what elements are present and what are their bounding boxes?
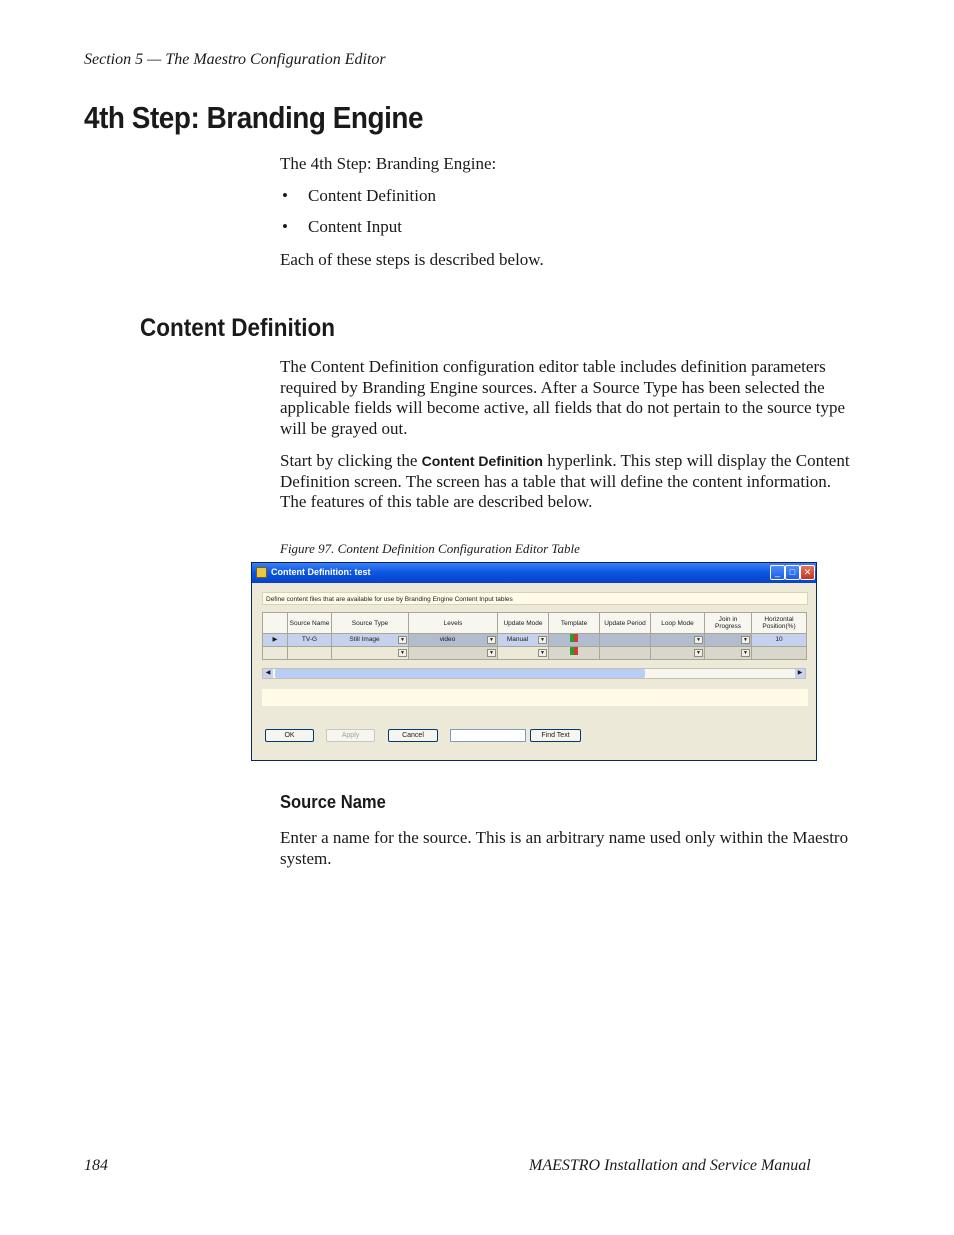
template-cell[interactable] [549, 634, 600, 647]
update-period-cell[interactable] [600, 647, 651, 660]
content-definition-table [262, 612, 807, 660]
list-item [280, 217, 436, 248]
horizontal-scrollbar[interactable] [262, 668, 806, 679]
column-header[interactable]: Horizontal Position(%) [752, 613, 807, 634]
column-header[interactable]: Template [549, 613, 600, 634]
row-header[interactable] [263, 647, 288, 660]
find-text-input[interactable] [450, 729, 526, 742]
dropdown-arrow-icon[interactable]: ▼ [694, 649, 703, 657]
column-header[interactable]: Update Mode [498, 613, 549, 634]
cancel-button[interactable]: Cancel [388, 729, 438, 742]
minimize-icon[interactable]: _ [770, 565, 785, 580]
levels-cell[interactable] [409, 647, 498, 660]
table-description: Define content files that are available for use by Branding Engine Content Input tables [262, 592, 808, 605]
column-header[interactable]: Loop Mode [651, 613, 705, 634]
levels-cell[interactable] [409, 634, 498, 647]
template-cell[interactable] [549, 647, 600, 660]
loop-mode-cell[interactable] [651, 647, 705, 660]
window-titlebar[interactable] [252, 563, 816, 583]
column-header[interactable]: Source Type [332, 613, 409, 634]
source-name-cell[interactable]: TV-G [288, 634, 332, 647]
subsection-paragraph: Enter a name for the source. This is an arbitrary name used only within the Maestro system. [280, 828, 849, 868]
dropdown-arrow-icon[interactable]: ▼ [398, 649, 407, 657]
close-icon[interactable]: ✕ [800, 565, 815, 580]
scroll-thumb[interactable] [275, 669, 645, 678]
bullet-list [280, 186, 436, 248]
dropdown-arrow-icon[interactable]: ▼ [538, 636, 547, 644]
subsection-title: Source Name [280, 792, 386, 812]
table-header-row [263, 613, 807, 634]
source-name-cell[interactable] [288, 647, 332, 660]
dropdown-arrow-icon[interactable]: ▼ [487, 649, 496, 657]
dropdown-arrow-icon[interactable]: ▼ [538, 649, 547, 657]
dropdown-arrow-icon[interactable]: ▼ [741, 636, 750, 644]
column-header[interactable]: Levels [409, 613, 498, 634]
maximize-icon[interactable]: □ [785, 565, 800, 580]
window-title: Content Definition: test [271, 567, 371, 577]
update-mode-cell[interactable] [498, 634, 549, 647]
column-header[interactable]: Join in Progress [705, 613, 752, 634]
list-item [280, 186, 436, 217]
apply-button[interactable]: Apply [326, 729, 375, 742]
template-browse-icon[interactable] [570, 634, 578, 642]
content-definition-window [251, 562, 817, 761]
find-text-button[interactable]: Find Text [530, 729, 581, 742]
column-header[interactable]: Update Period [600, 613, 651, 634]
para-text: hyperlink. This step will display the Content Definition screen. The screen has a table that will define the content information. The features of this table are described below. [280, 451, 850, 511]
content-definition-link[interactable]: Content Definition [421, 453, 543, 469]
status-area [262, 689, 808, 706]
source-type-cell[interactable] [332, 634, 409, 647]
page-number: 184 [84, 1157, 108, 1174]
manual-title: MAESTRO Installation and Service Manual [529, 1157, 811, 1174]
list-item-text: Content Definition [308, 186, 436, 205]
column-header[interactable]: Source Name [288, 613, 332, 634]
current-row-icon[interactable]: ▶ [263, 634, 288, 647]
dropdown-arrow-icon[interactable]: ▼ [398, 636, 407, 644]
loop-mode-cell[interactable] [651, 634, 705, 647]
update-mode-cell[interactable] [498, 647, 549, 660]
dropdown-arrow-icon[interactable]: ▼ [694, 636, 703, 644]
section-paragraph-2 [280, 451, 850, 513]
scroll-right-icon[interactable]: ▶ [795, 669, 805, 678]
page-title: 4th Step: Branding Engine [84, 100, 424, 135]
figure-caption: Figure 97. Content Definition Configuration Editor Table [280, 541, 580, 556]
source-type-cell[interactable] [332, 647, 409, 660]
join-in-progress-cell[interactable] [705, 647, 752, 660]
levels-value: video [439, 636, 456, 643]
scroll-left-icon[interactable]: ◀ [263, 669, 273, 678]
join-in-progress-cell[interactable] [705, 634, 752, 647]
running-head: Section 5 — The Maestro Configuration Editor [84, 51, 386, 68]
row-header-corner [263, 613, 288, 634]
intro-after-paragraph: Each of these steps is described below. [280, 250, 544, 269]
section-title: Content Definition [140, 314, 335, 342]
section-paragraph-1: The Content Definition configuration editor table includes definition parameters required by Branding Engine sources. After a Source Type has been selected the applicable fields will become active, all fields that do not pertain to the source type will be grayed out. [280, 357, 846, 438]
source-type-value: Still Image [349, 636, 380, 643]
dropdown-arrow-icon[interactable]: ▼ [741, 649, 750, 657]
horizontal-position-cell[interactable]: 10 [752, 634, 807, 647]
bullet-icon: • [282, 186, 288, 205]
app-icon [256, 567, 267, 578]
table-row[interactable] [263, 634, 807, 647]
template-browse-icon[interactable] [570, 647, 578, 655]
intro-paragraph: The 4th Step: Branding Engine: [280, 154, 497, 173]
ok-button[interactable]: OK [265, 729, 314, 742]
list-item-text: Content Input [308, 217, 402, 236]
update-period-cell[interactable] [600, 634, 651, 647]
dropdown-arrow-icon[interactable]: ▼ [487, 636, 496, 644]
table-row[interactable] [263, 647, 807, 660]
horizontal-position-cell[interactable] [752, 647, 807, 660]
bullet-icon: • [282, 217, 288, 236]
para-text: Start by clicking the [280, 451, 422, 470]
update-mode-value: Manual [506, 636, 529, 643]
